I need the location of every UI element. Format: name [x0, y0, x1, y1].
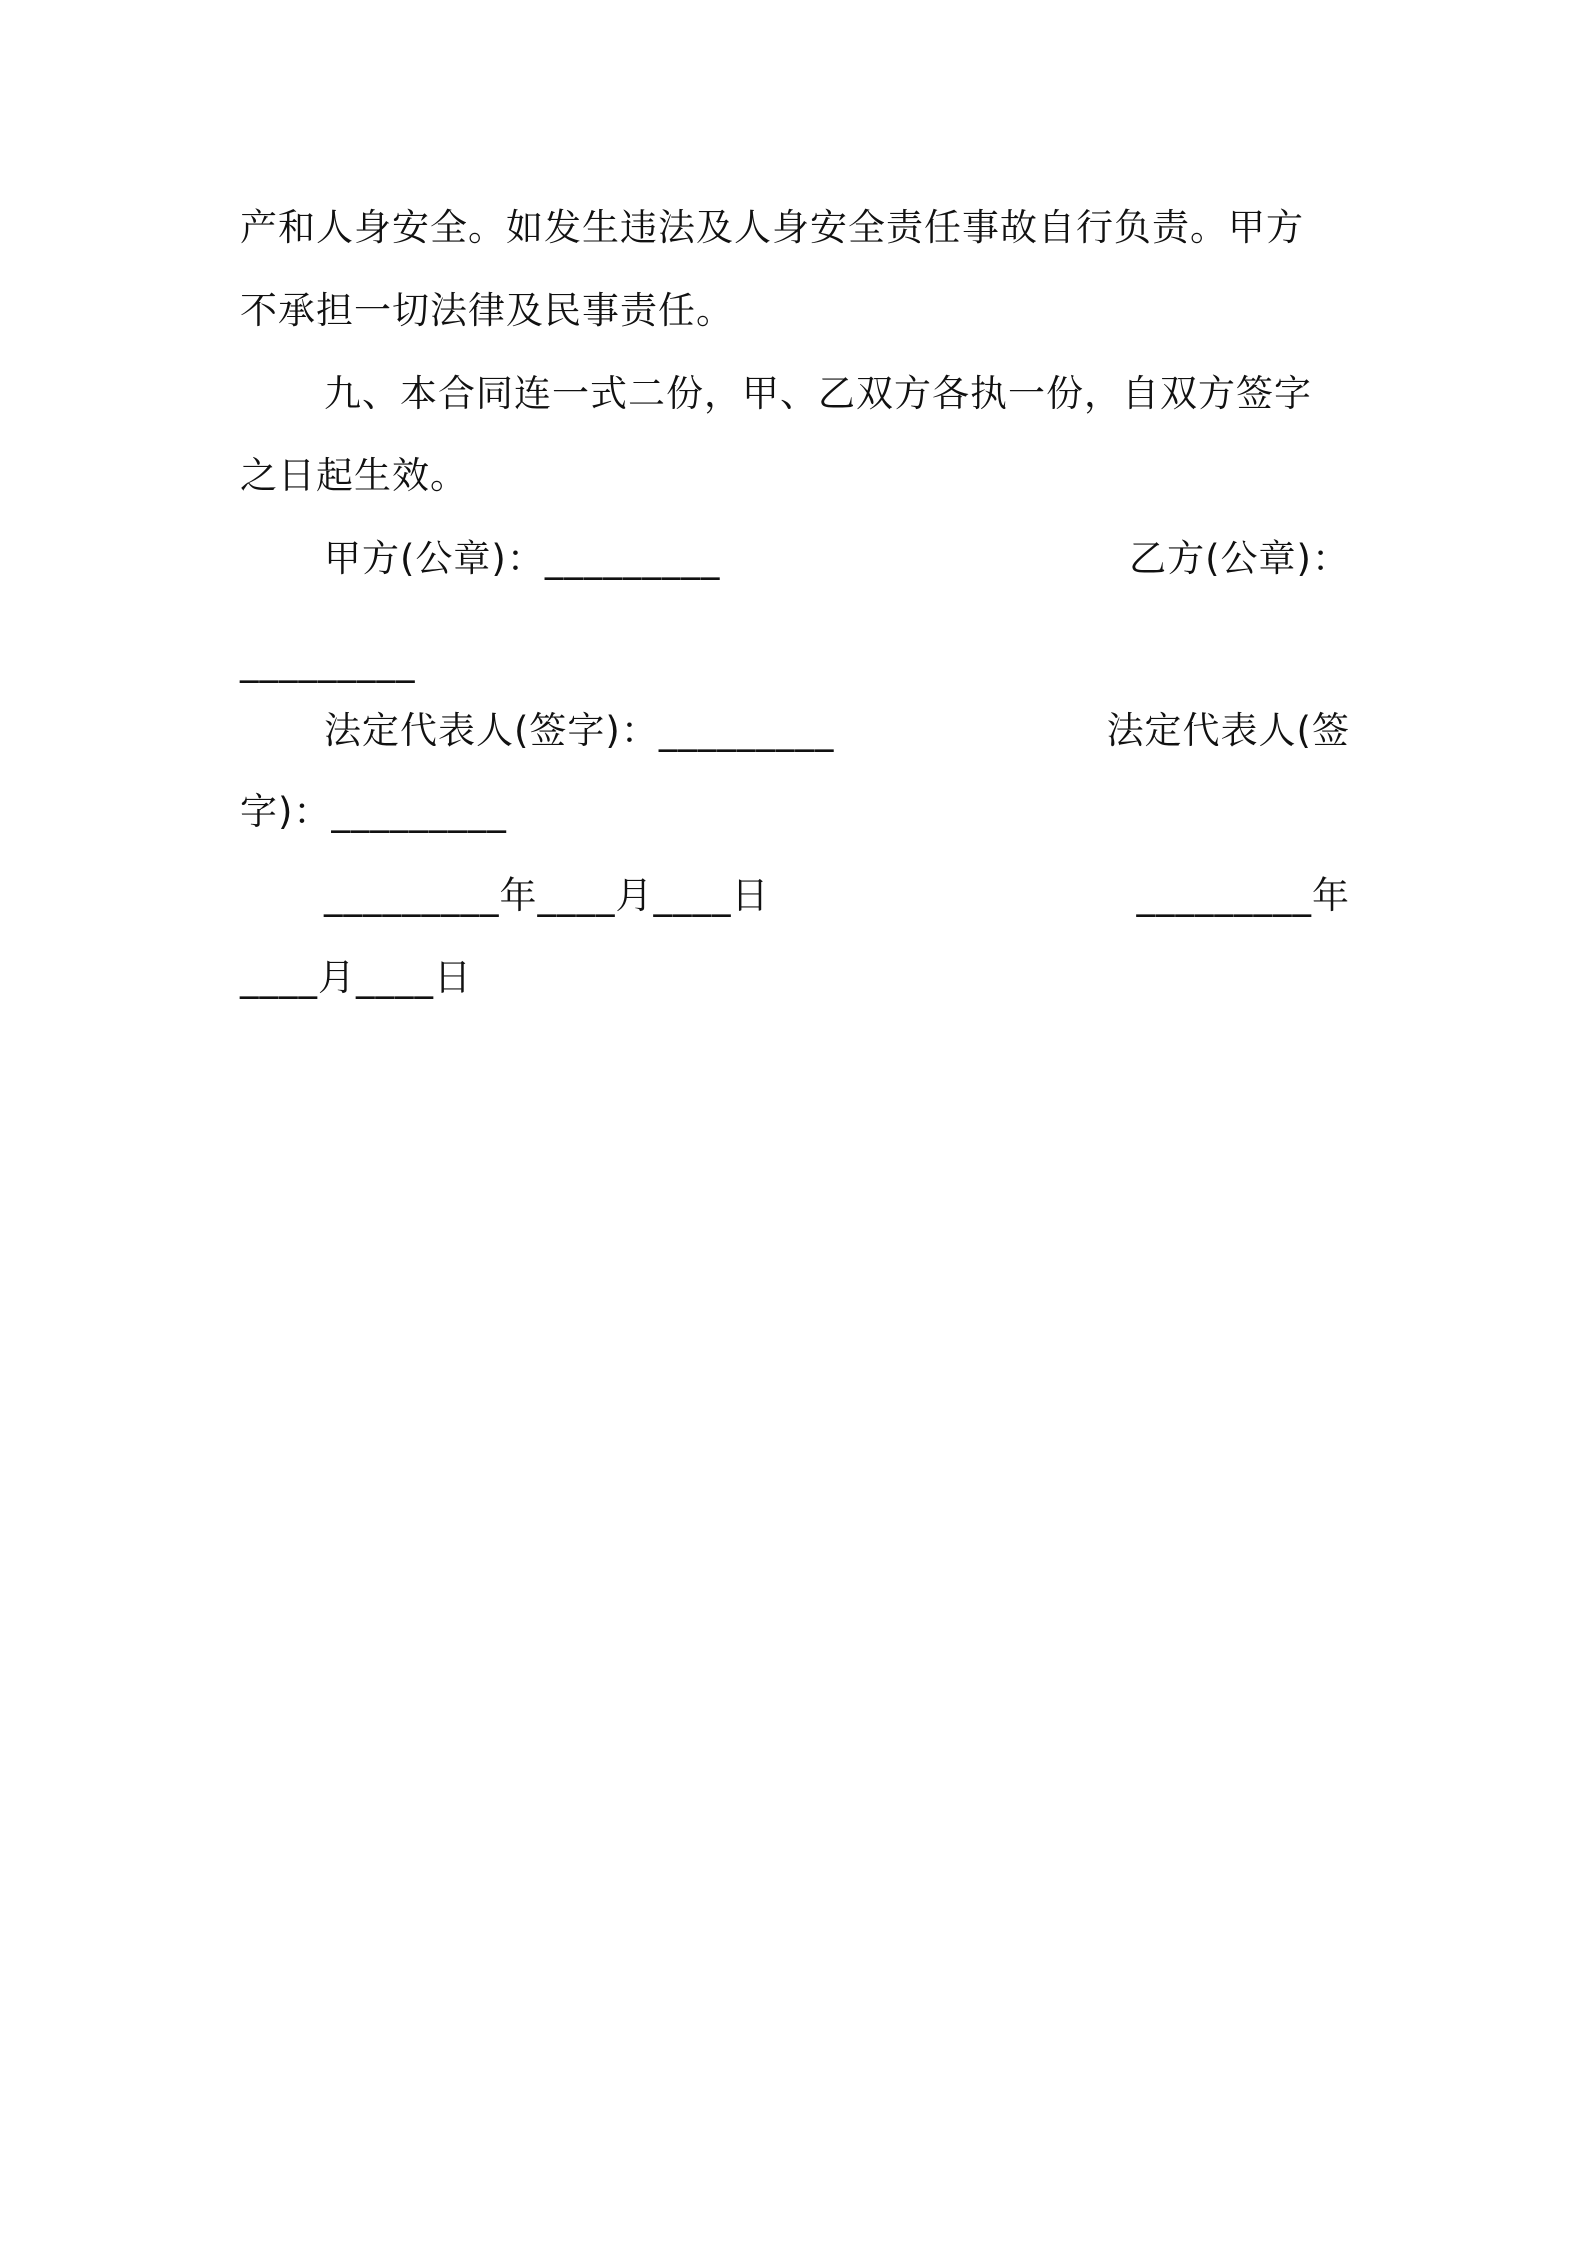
clause-8-line-1: 产和人身安全。如发生违法及人身安全责任事故自行负责。甲方 — [240, 206, 1304, 249]
party-b-seal-blank: _________ — [240, 640, 416, 683]
clause-9-line-2: 之日起生效。 — [240, 454, 468, 497]
clause-9-line-1: 九、本合同连一式二份，甲、乙双方各执一份，自双方签字 — [324, 372, 1312, 415]
date-line — [240, 866, 1350, 926]
party-b-date-start: _________年 — [1136, 874, 1350, 917]
clause-8-line-2: 不承担一切法律及民事责任。 — [240, 289, 734, 332]
party-a-rep-field: 法定代表人(签字)：_________ — [324, 709, 835, 752]
party-b-rep-field: 字)：_________ — [240, 790, 507, 833]
representative-line — [240, 701, 1350, 761]
party-b-date-rest: ____月____日 — [240, 956, 472, 999]
party-a-date-field: _________年____月____日 — [324, 874, 770, 917]
party-b-seal-label: 乙方(公章)： — [1129, 537, 1350, 580]
party-a-seal-line — [240, 529, 1350, 589]
party-b-rep-label: 法定代表人(签 — [1106, 709, 1350, 752]
party-a-seal-field: 甲方(公章)：_________ — [324, 537, 721, 580]
